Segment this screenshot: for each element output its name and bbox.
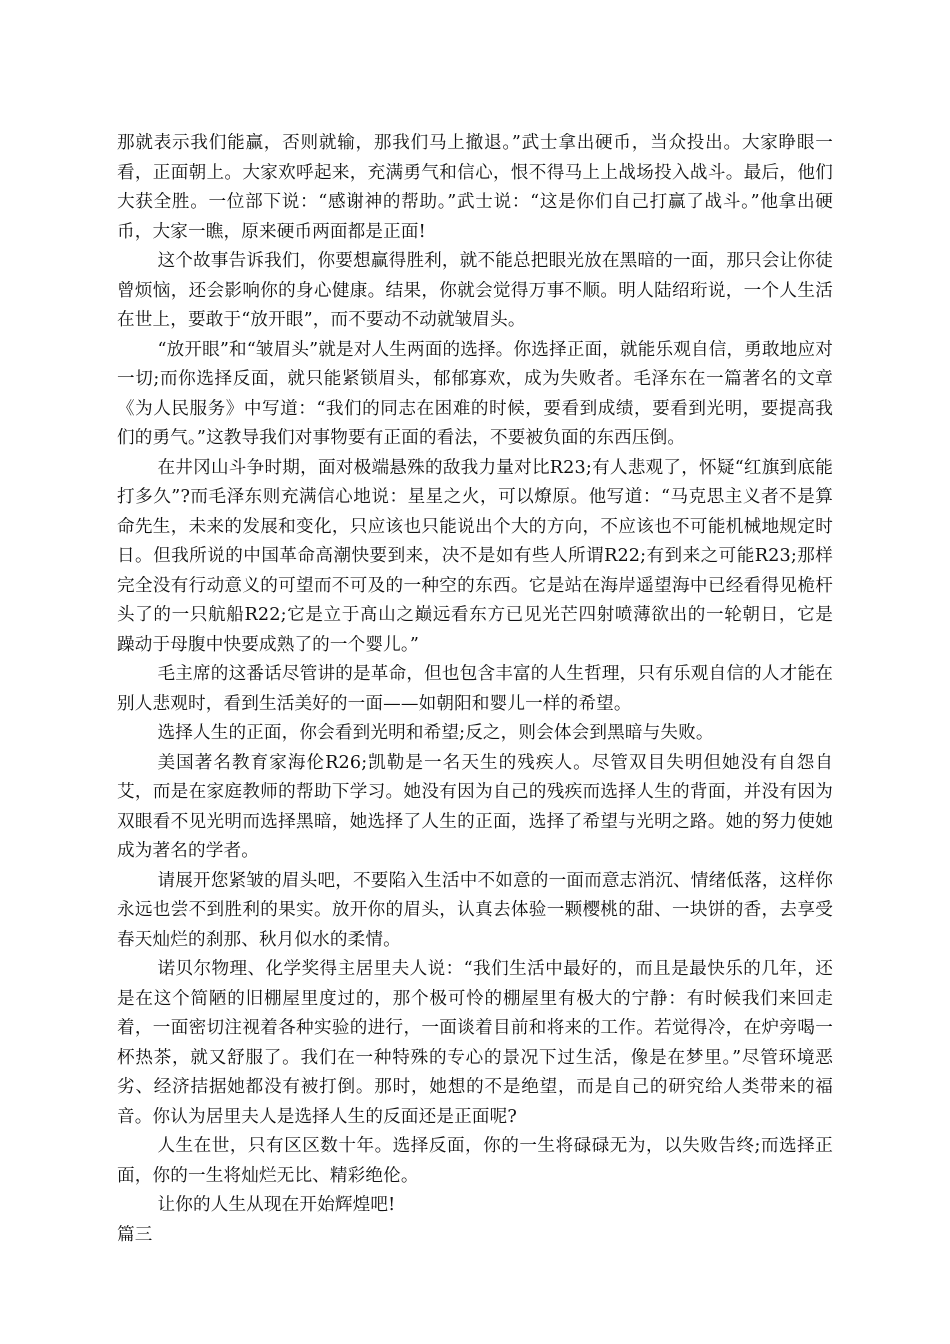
document-body (117, 129, 833, 1250)
paragraph-6: 选择人生的正面，你会看到光明和希望;反之，则会体会到黑暗与失败。 (157, 723, 714, 743)
paragraph-8: 请展开您紧皱的眉头吧，不要陷入生活中不如意的一面而意志消沉、情绪低落，这样你永远也尝不到胜利的果实。放开你的眉头，认真去体验一颗樱桃的甜、一块饼的香，去享受春天灿烂的刹那、秋月似水的柔情。 (117, 870, 833, 950)
paragraph-7: 美国著名教育家海伦R26;凯勒是一名天生的残疾人。尽管双目失明但她没有自怨自艾，而是在家庭教师的帮助下学习。她没有因为自己的残疾而选择人生的背面，并没有因为双眼看不见光明而选择黑暗，她选择了人生的正面，选择了希望与光明之路。她的努力使她成为著名的学者。 (117, 752, 833, 861)
paragraph-5: 毛主席的这番话尽管讲的是革命，但也包含丰富的人生哲理，只有乐观自信的人才能在别人悲观时，看到生活美好的一面——如朝阳和婴儿一样的希望。 (117, 664, 833, 714)
paragraph-1: 那就表示我们能赢，否则就输，那我们马上撤退。”武士拿出硬币，当众投出。大家睁眼一看，正面朝上。大家欢呼起来，充满勇气和信心，恨不得马上上战场投入战斗。最后，他们大获全胜。一位部下说：“感谢神的帮助。”武士说：“这是你们自己打赢了战斗。”他拿出硬币，大家一瞧，原来硬币两面都是正面! (117, 133, 833, 242)
paragraph-9: 诺贝尔物理、化学奖得主居里夫人说：“我们生活中最好的，而且是最快乐的几年，还是在这个简陋的旧棚屋里度过的，那个极可怜的棚屋里有极大的宁静：有时候我们来回走着，一面密切注视着各种实验的进行，一面谈着目前和将来的工作。若觉得冷，在炉旁喝一杯热茶，就又舒服了。我们在一种特殊的专心的景况下过生活，像是在梦里。”尽管环境恶劣、经济拮据她都没有被打倒。那时，她想的不是绝望，而是自己的研究给人类带来的福音。你认为居里夫人是选择人生的反面还是正面呢? (117, 959, 833, 1127)
paragraph-4: 在井冈山斗争时期，面对极端悬殊的敌我力量对比R23;有人悲观了，怀疑“红旗到底能打多久”?而毛泽东则充满信心地说：星星之火，可以燎原。他写道：“马克思主义者不是算命先生，未来的发展和变化，只应该也只能说出个大的方向，不应该也不可能机械地规定时日。但我所说的中国革命高潮快要到来，决不是如有些人所谓R22;有到来之可能R23;那样完全没有行动意义的可望而不可及的一种空的东西。它是站在海岸遥望海中已经看得见桅杆头了的一只航船R22;它是立于髙山之巅远看东方已见光芒四射喷薄欲出的一轮朝日，它是躁动于母腹中快要成熟了的一个婴儿。” (117, 457, 833, 655)
section-heading: 篇三 (117, 1224, 153, 1245)
paragraph-10: 人生在世，只有区区数十年。选择反面，你的一生将碌碌无为，以失败告终;而选择正面，你的一生将灿烂无比、精彩绝伦。 (117, 1136, 833, 1186)
paragraph-3: “放开眼”和“皱眉头”就是对人生两面的选择。你选择正面，就能乐观自信，勇敢地应对一切;而你选择反面，就只能紧锁眉头，郁郁寡欢，成为失败者。毛泽东在一篇著名的文章《为人民服务》中写道：“我们的同志在困难的时候，要看到成绩，要看到光明，要提高我们的勇气。”这教导我们对事物要有正面的看法，不要被负面的东西压倒。 (117, 339, 833, 448)
paragraph-11: 让你的人生从现在开始辉煌吧! (157, 1195, 396, 1215)
paragraph-2: 这个故事告诉我们，你要想赢得胜利，就不能总把眼光放在黑暗的一面，那只会让你徒曾烦恼，还会影响你的身心健康。结果，你就会觉得万事不顺。明人陆绍珩说，一个人生活在世上，要敢于“放开眼”，而不要动不动就皱眉头。 (117, 251, 833, 330)
